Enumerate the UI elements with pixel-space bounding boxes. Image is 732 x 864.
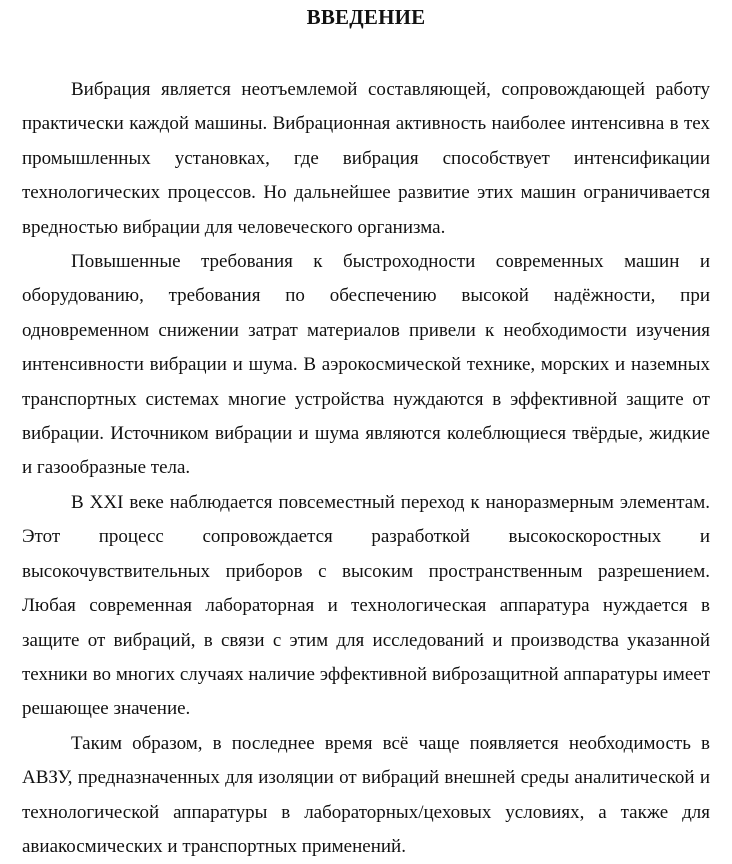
document-title: ВВЕДЕНИЕ bbox=[306, 5, 426, 29]
paragraph-1: Вибрация является неотъемлемой составляющей, сопровождающей работу практически каждой машины. Вибрационная активность наиболее интенсивна в тех промышленных установках, где вибрация способствует интенсификации технологических процессов. Но дальнейшее развитие этих машин ограничивается вредностью вибрации для человеческого организма. bbox=[22, 79, 710, 238]
paragraph-3: В XXI веке наблюдается повсеместный переход к наноразмерным элементам. Этот процесс сопровождается разработкой высокоскоростных и высокочувствительных приборов с высоким пространственным разрешением. Любая современная лабораторная и технологическая аппаратура нуждается в защите от вибраций, в связи с этим для исследований и производства указанной техники во многих случаях наличие эффективной виброзащитной аппаратуры имеет решающее значение. bbox=[22, 491, 710, 720]
paragraph-4: Таким образом, в последнее время всё чаще появляется необходимость в АВЗУ, предназначенных для изоляции от вибраций внешней среды аналитической и технологической аппаратуры в лабораторных/цеховых условиях, а также для авиакосмических и транспортных применений. bbox=[22, 732, 710, 857]
paragraph-2: Повышенные требования к быстроходности современных машин и оборудованию, требования по обеспечению высокой надёжности, при одновременном снижении затрат материалов привели к необходимости изучения интенсивности вибрации и шума. В аэрокосмической технике, морских и наземных транспортных системах многие устройства нуждаются в эффективной защите от вибрации. Источником вибрации и шума являются колеблющиеся твёрдые, жидкие и газообразные тела. bbox=[22, 251, 710, 479]
